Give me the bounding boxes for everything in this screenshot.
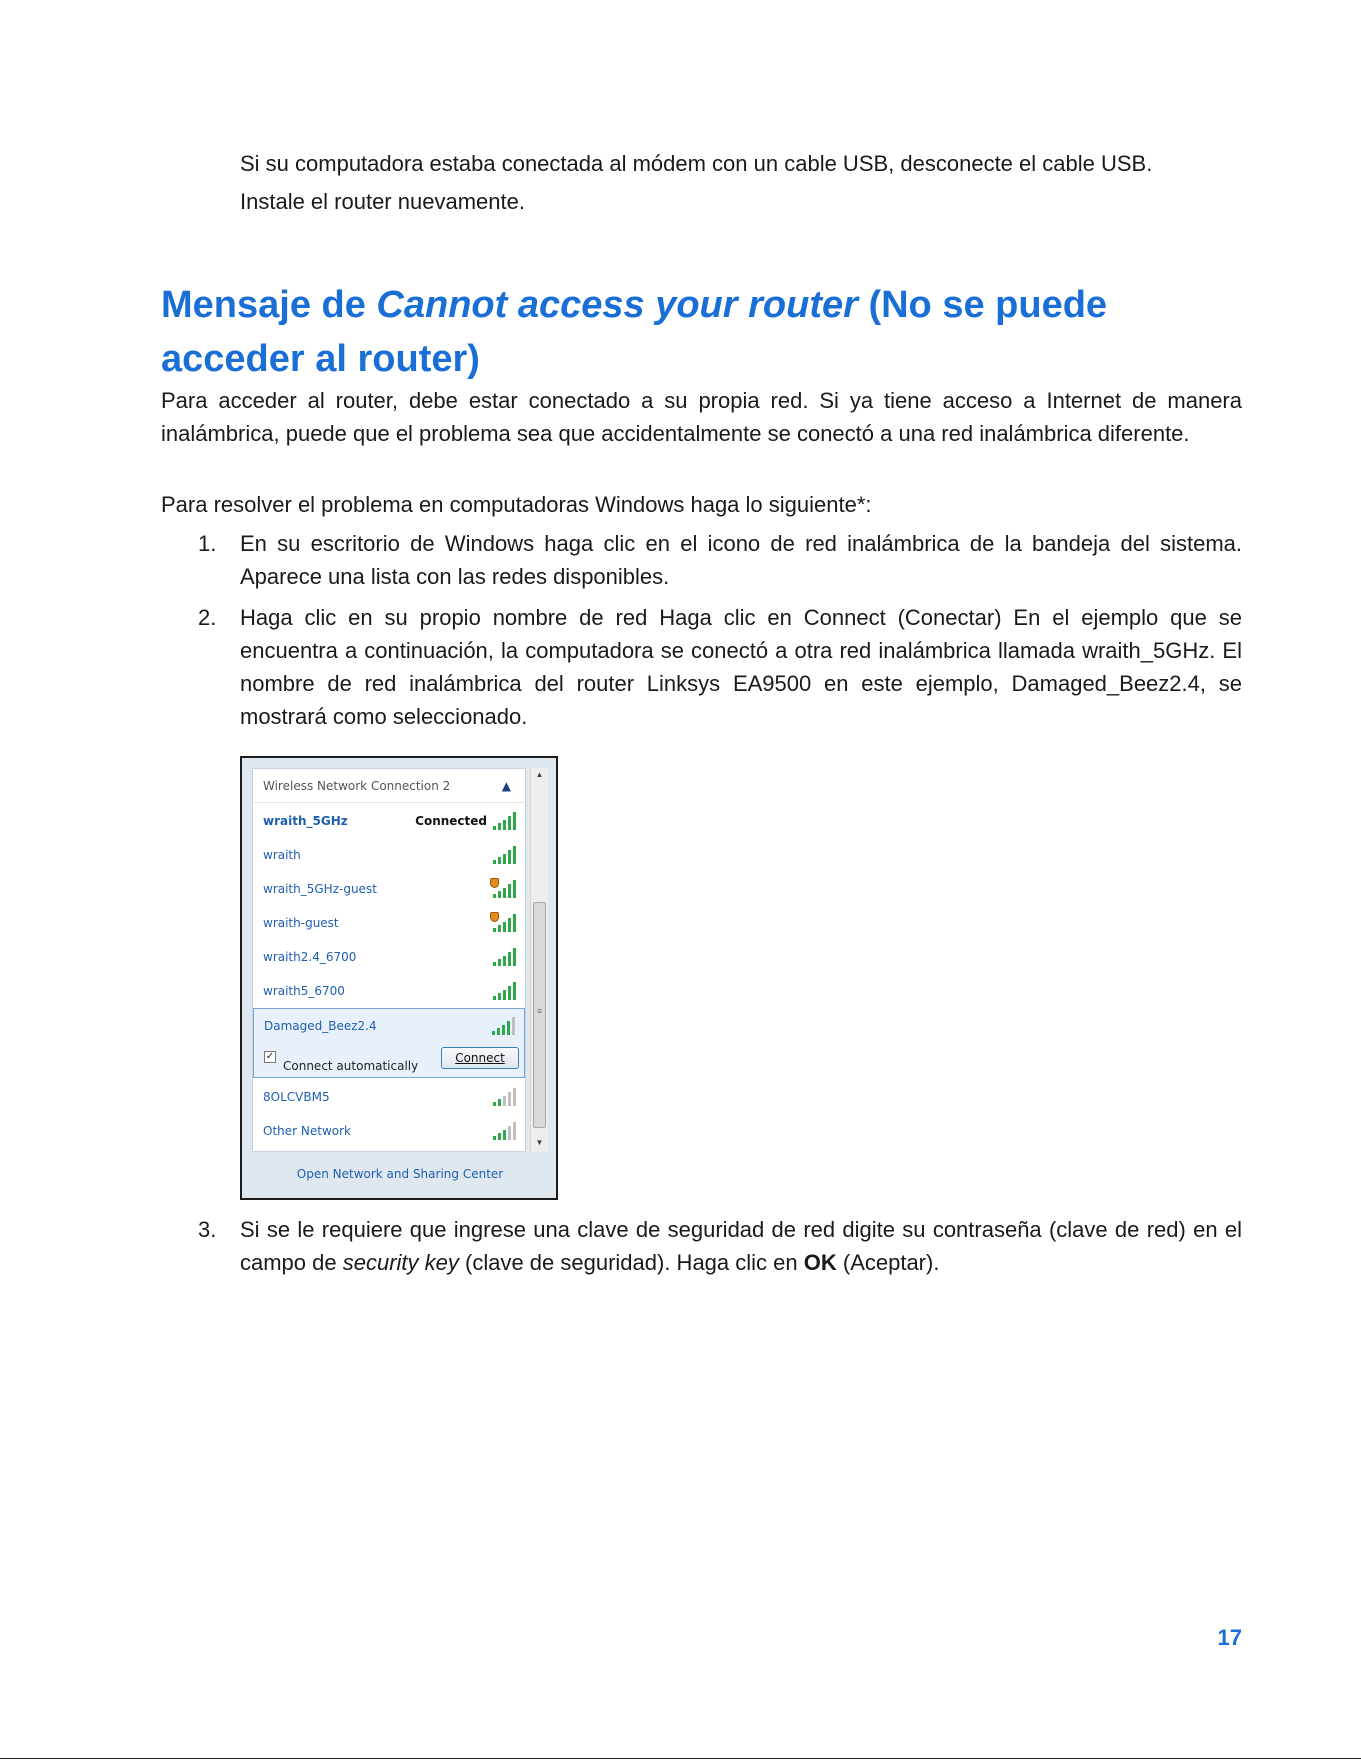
heading-emphasis: Cannot access your router: [376, 284, 858, 326]
open-network-sharing-center-link[interactable]: Open Network and Sharing Center: [296, 1167, 504, 1181]
intro-line-2: Instale el router nuevamente.: [240, 189, 525, 214]
security-warning-icon: [490, 878, 499, 888]
step-3-bold: OK: [803, 1250, 837, 1275]
paragraph-1: Para acceder al router, debe estar conectado a su propia red. Si ya tiene acceso a Internet de manera inalámbrica, puede que el problema sea que accidentalmente se conectó a una red inalámbrica diferente.: [161, 388, 1242, 446]
network-name: wraith5_6700: [263, 984, 345, 998]
heading-pre: Mensaje de: [161, 284, 377, 326]
signal-strength-icon: [493, 914, 517, 932]
step-1-number: 1.: [198, 531, 217, 556]
page-number: 17: [1217, 1625, 1242, 1650]
network-item-selected[interactable]: [253, 1008, 525, 1078]
network-name: wraith_5GHz-guest: [263, 882, 377, 896]
signal-strength-icon: [493, 812, 517, 830]
chevron-up-icon[interactable]: ▲: [501, 779, 511, 793]
signal-strength-icon: [493, 1122, 517, 1140]
network-name: 8OLCVBM5: [263, 1090, 330, 1104]
security-warning-icon: [490, 912, 499, 922]
scrollbar-thumb[interactable]: [533, 902, 546, 1128]
bottom-rule: [0, 1758, 1361, 1759]
section-header[interactable]: [253, 769, 525, 803]
connect-options-row: [264, 1045, 514, 1071]
network-item[interactable]: [253, 906, 525, 940]
step-3-text: [240, 1213, 1242, 1279]
network-name: wraith-guest: [263, 916, 339, 930]
network-name: wraith_5GHz: [263, 814, 348, 828]
scrollbar[interactable]: [530, 768, 548, 1152]
network-item[interactable]: [253, 872, 525, 906]
step-3-mid: (clave de seguridad). Haga clic en: [458, 1250, 804, 1275]
scroll-up-arrow-icon[interactable]: ▲: [535, 770, 544, 779]
connect-automatically-label: Connect automatically: [283, 1059, 419, 1073]
step-2-number: 2.: [198, 605, 217, 630]
connect-automatically-checkbox[interactable]: ✓: [265, 1051, 275, 1062]
wireless-network-panel: [240, 756, 558, 1200]
step-2-text: Haga clic en su propio nombre de red Haga clic en Connect (Conectar) En el ejemplo que se encuentra a continuación, la computadora se conectó a otra red inalámbrica llamada wraith_5GHz. El nombre de red inalámbrica del router Linksys EA9500 en este ejemplo, Damaged_Beez2.4, se mostrará como seleccionado.: [240, 605, 1242, 729]
step-3-pre: Si se le requiere que ingrese una clave de seguridad de red digite su contraseña (clave de red) en el campo de: [240, 1217, 1242, 1275]
intro-line-1: Si su computadora estaba conectada al módem con un cable USB, desconecte el cable USB.: [240, 151, 1153, 176]
network-item[interactable]: [253, 1114, 525, 1148]
paragraph-2: Para resolver el problema en computadoras Windows haga lo siguiente*:: [161, 492, 872, 517]
network-name: Damaged_Beez2.4: [264, 1019, 377, 1033]
network-name: wraith2.4_6700: [263, 950, 357, 964]
step-3-post: (Aceptar).: [836, 1250, 940, 1275]
signal-strength-icon: [493, 982, 517, 1000]
signal-strength-icon: [493, 948, 517, 966]
step-1-text: En su escritorio de Windows haga clic en el icono de red inalámbrica de la bandeja del sistema. Aparece una lista con las redes disponibles.: [240, 531, 1242, 589]
network-item[interactable]: [253, 838, 525, 872]
connect-button[interactable]: Connect: [441, 1047, 519, 1069]
signal-strength-icon: [493, 1088, 517, 1106]
scroll-down-arrow-icon[interactable]: ▼: [535, 1138, 544, 1147]
network-name: wraith: [263, 848, 301, 862]
step-3-emphasis: security key: [342, 1250, 459, 1275]
network-item[interactable]: [253, 974, 525, 1008]
signal-strength-icon: [493, 846, 517, 864]
section-heading: [161, 278, 1242, 386]
step-3-number: 3.: [198, 1217, 217, 1242]
network-item[interactable]: [253, 804, 525, 838]
network-name: Other Network: [263, 1124, 351, 1138]
grip-icon: ≡: [537, 1006, 543, 1016]
section-title: Wireless Network Connection 2: [263, 779, 451, 793]
network-item[interactable]: [253, 1080, 525, 1114]
connection-status: Connected: [415, 814, 487, 828]
signal-strength-icon: [493, 880, 517, 898]
signal-strength-icon: [492, 1017, 516, 1035]
heading-post: (No se puede acceder al router): [161, 284, 1108, 380]
network-item[interactable]: [253, 940, 525, 974]
network-list: [252, 768, 526, 1152]
